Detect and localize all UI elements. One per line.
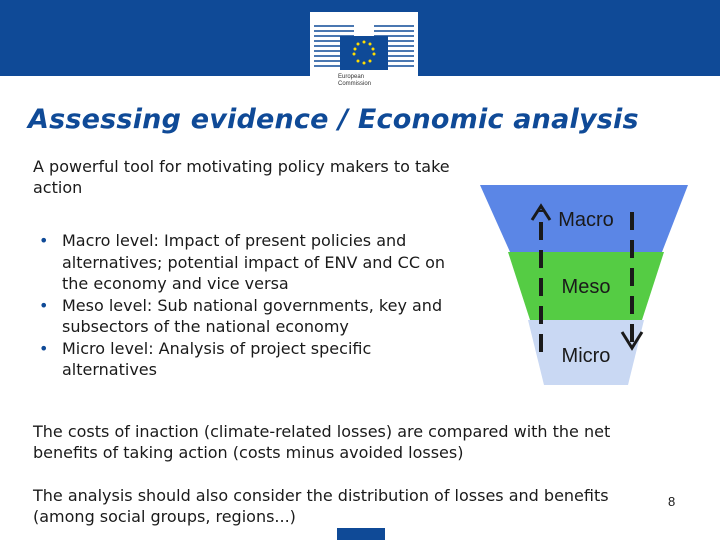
logo-text — [338, 74, 388, 88]
bullet-text: Meso level: Sub national governments, key and subsectors of the national economy — [62, 295, 443, 336]
logo-line-2: Commission — [338, 81, 372, 87]
bullet-icon: • — [39, 338, 49, 358]
bullet-icon: • — [39, 295, 49, 315]
paragraph-costs-of-inaction: The costs of inaction (climate-related losses) are compared with the net benefits of taking action (costs minus avoided losses) — [33, 422, 611, 462]
bullet-text: Macro level: Impact of present policies and alternatives; potential impact of ENV and CC on the economy and vice versa — [62, 231, 446, 293]
paragraph-distribution: The analysis should also consider the distribution of losses and benefits (among social groups, regions...) — [33, 486, 609, 526]
commission-building-icon — [310, 12, 418, 74]
bullet-item-macro — [33, 230, 453, 295]
funnel-label-macro: Macro — [558, 209, 614, 231]
intro-text: A powerful tool for motivating policy makers to take action — [33, 157, 450, 197]
slide-title: Assessing evidence / Economic analysis — [28, 104, 639, 135]
bullet-list — [33, 230, 453, 381]
bullet-item-meso — [33, 295, 453, 338]
footer-accent-bar — [337, 528, 385, 540]
funnel-diagram — [470, 180, 700, 390]
logo-line-1: European — [338, 74, 365, 80]
page-number: 8 — [668, 494, 676, 509]
bullet-icon: • — [39, 231, 49, 250]
european-commission-logo — [310, 12, 418, 102]
funnel-label-meso: Meso — [561, 276, 611, 298]
funnel-label-micro: Micro — [561, 345, 611, 367]
bullet-item-micro — [33, 338, 453, 381]
bullet-text: Micro level: Analysis of project specific alternatives — [62, 338, 372, 379]
